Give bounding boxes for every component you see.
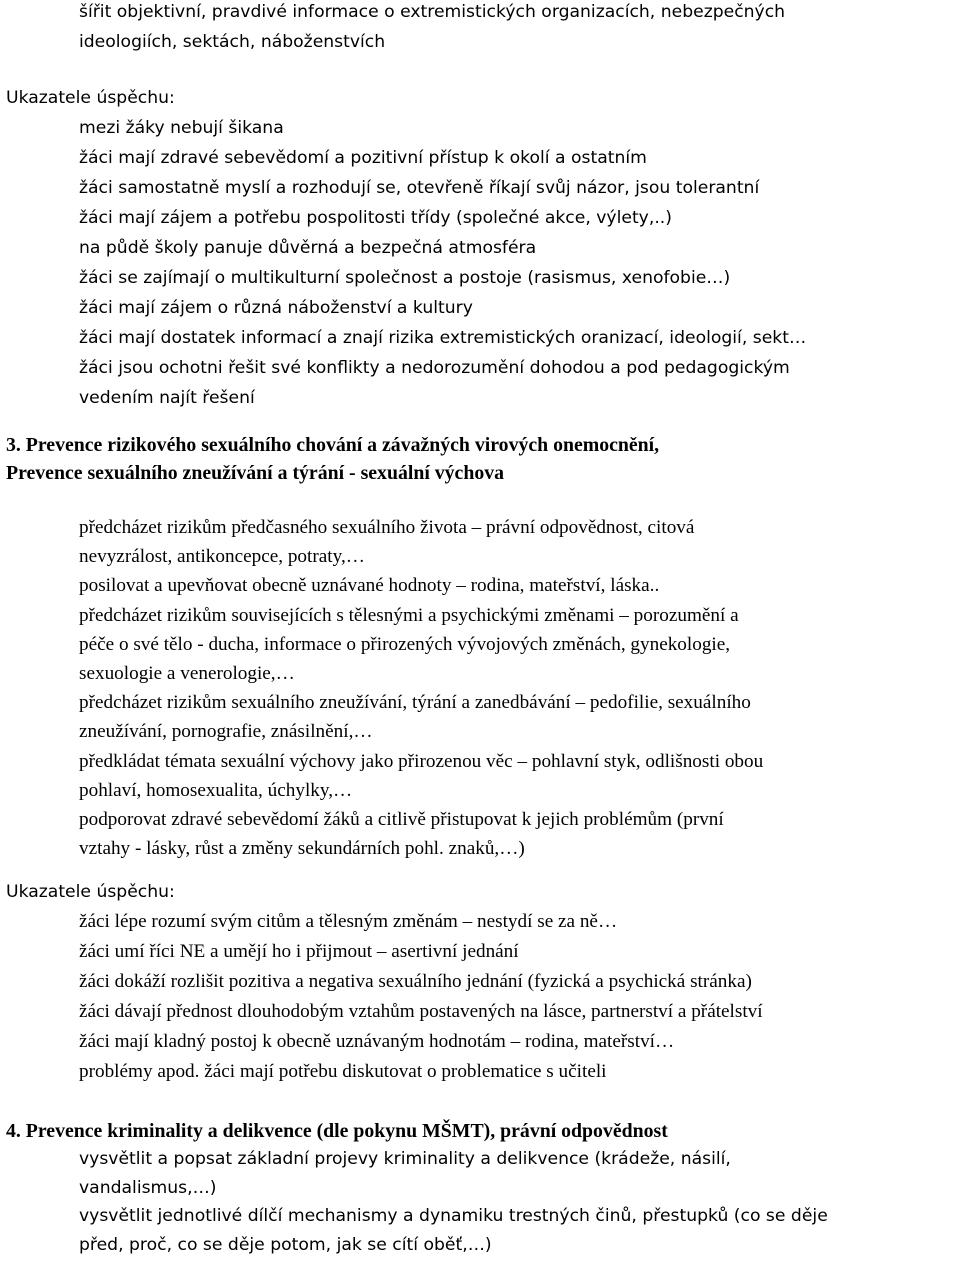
- list-item: problémy apod. žáci mají potřebu diskutovat o problematice s učiteli: [79, 1061, 607, 1083]
- list-item: mezi žáky nebují šikana: [79, 118, 284, 138]
- section-heading-line: 3. Prevence rizikového sexuálního chování a závažných virových onemocnění,: [6, 434, 660, 456]
- section-3-heading: [6, 431, 960, 487]
- list-item: žáci se zajímají o multikulturní společnost a postoje (rasismus, xenofobie…): [79, 268, 731, 288]
- section-4-list: [79, 1145, 960, 1259]
- list-item: nevyzrálost, antikoncepce, potraty,…: [79, 546, 365, 568]
- indicators-list: [79, 907, 960, 1087]
- list-item: žáci jsou ochotni řešit své konflikty a nedorozumění dohodou a pod pedagogickým: [79, 358, 790, 378]
- list-item: vysvětlit a popsat základní projevy kriminality a delikvence (krádeže, násilí,: [79, 1149, 731, 1170]
- list-item: předkládat témata sexuální výchovy jako přirozenou věc – pohlavní styk, odlišnosti obou: [79, 750, 764, 772]
- list-item: žáci mají kladný postoj k obecně uznávaným hodnotám – rodina, mateřství…: [79, 1031, 675, 1053]
- list-item: podporovat zdravé sebevědomí žáků a citlivě přistupovat k jejich problémům (první: [79, 809, 724, 831]
- list-item: žáci dávají přednost dlouhodobým vztahům postavených na lásce, partnerství a přátelství: [79, 1001, 763, 1023]
- list-item: předcházet rizikům předčasného sexuálního života – právní odpovědnost, citová: [79, 517, 695, 538]
- list-item: předcházet rizikům sexuálního zneužívání, týrání a zanedbávání – pedofilie, sexuálního: [79, 692, 751, 714]
- list-item: vztahy - lásky, růst a změny sekundárních pohl. znaků,…): [79, 838, 525, 860]
- section-3-list: [79, 513, 960, 863]
- section-4-heading: 4. Prevence kriminality a delikvence (dle pokynu MŠMT), právní odpovědnost: [6, 1120, 668, 1143]
- list-item: před, proč, co se děje potom, jak se cítí oběť,…): [79, 1234, 492, 1255]
- list-item: žáci umí říci NE a umějí ho i přijmout – asertivní jednání: [79, 941, 519, 963]
- indicators-label: Ukazatele úspěchu:: [6, 88, 175, 108]
- list-item: péče o své tělo - ducha, informace o přirozených vývojových změnách, gynekologie,: [79, 633, 731, 655]
- list-item: sexuologie a venerologie,…: [79, 663, 295, 685]
- list-item: žáci samostatně myslí a rozhodují se, otevřeně říkají svůj názor, jsou tolerantní: [79, 178, 760, 198]
- list-item: žáci mají zájem o různá náboženství a kultury: [79, 298, 473, 318]
- intro-line: šířit objektivní, pravdivé informace o extremistických organizacích, nebezpečných: [79, 2, 786, 22]
- list-item: vedením najít řešení: [79, 388, 255, 408]
- list-item: zneužívání, pornografie, znásilnění,…: [79, 721, 373, 743]
- indicators-label: Ukazatele úspěchu:: [6, 882, 175, 903]
- list-item: žáci mají dostatek informací a znají rizika extremistických oranizací, ideologií, sekt…: [79, 328, 807, 348]
- list-item: žáci mají zdravé sebevědomí a pozitivní přístup k okolí a ostatním: [79, 148, 647, 168]
- list-item: žáci lépe rozumí svým citům a tělesným změnám – nestydí se za ně…: [79, 911, 618, 933]
- list-item: vysvětlit jednotlivé dílčí mechanismy a dynamiku trestných činů, přestupků (co se děje: [79, 1206, 828, 1227]
- intro-line: ideologiích, sektách, náboženstvích: [79, 32, 386, 52]
- indicators-list: [79, 113, 960, 413]
- list-item: vandalismus,…): [79, 1177, 217, 1198]
- list-item: žáci mají zájem a potřebu pospolitosti třídy (společné akce, výlety,..): [79, 208, 672, 228]
- list-item: na půdě školy panuje důvěrná a bezpečná atmosféra: [79, 238, 537, 258]
- list-item: posilovat a upevňovat obecně uznávané hodnoty – rodina, mateřství, láska..: [79, 575, 660, 597]
- list-item: pohlaví, homosexualita, úchylky,…: [79, 779, 353, 801]
- intro-block: [79, 0, 960, 57]
- section-heading-line: Prevence sexuálního zneužívání a týrání - sexuální výchova: [6, 462, 505, 484]
- list-item: žáci dokáží rozlišit pozitiva a negativa sexuálního jednání (fyzická a psychická stránka): [79, 971, 752, 993]
- list-item: předcházet rizikům souvisejících s tělesnými a psychickými změnami – porozumění a: [79, 604, 739, 626]
